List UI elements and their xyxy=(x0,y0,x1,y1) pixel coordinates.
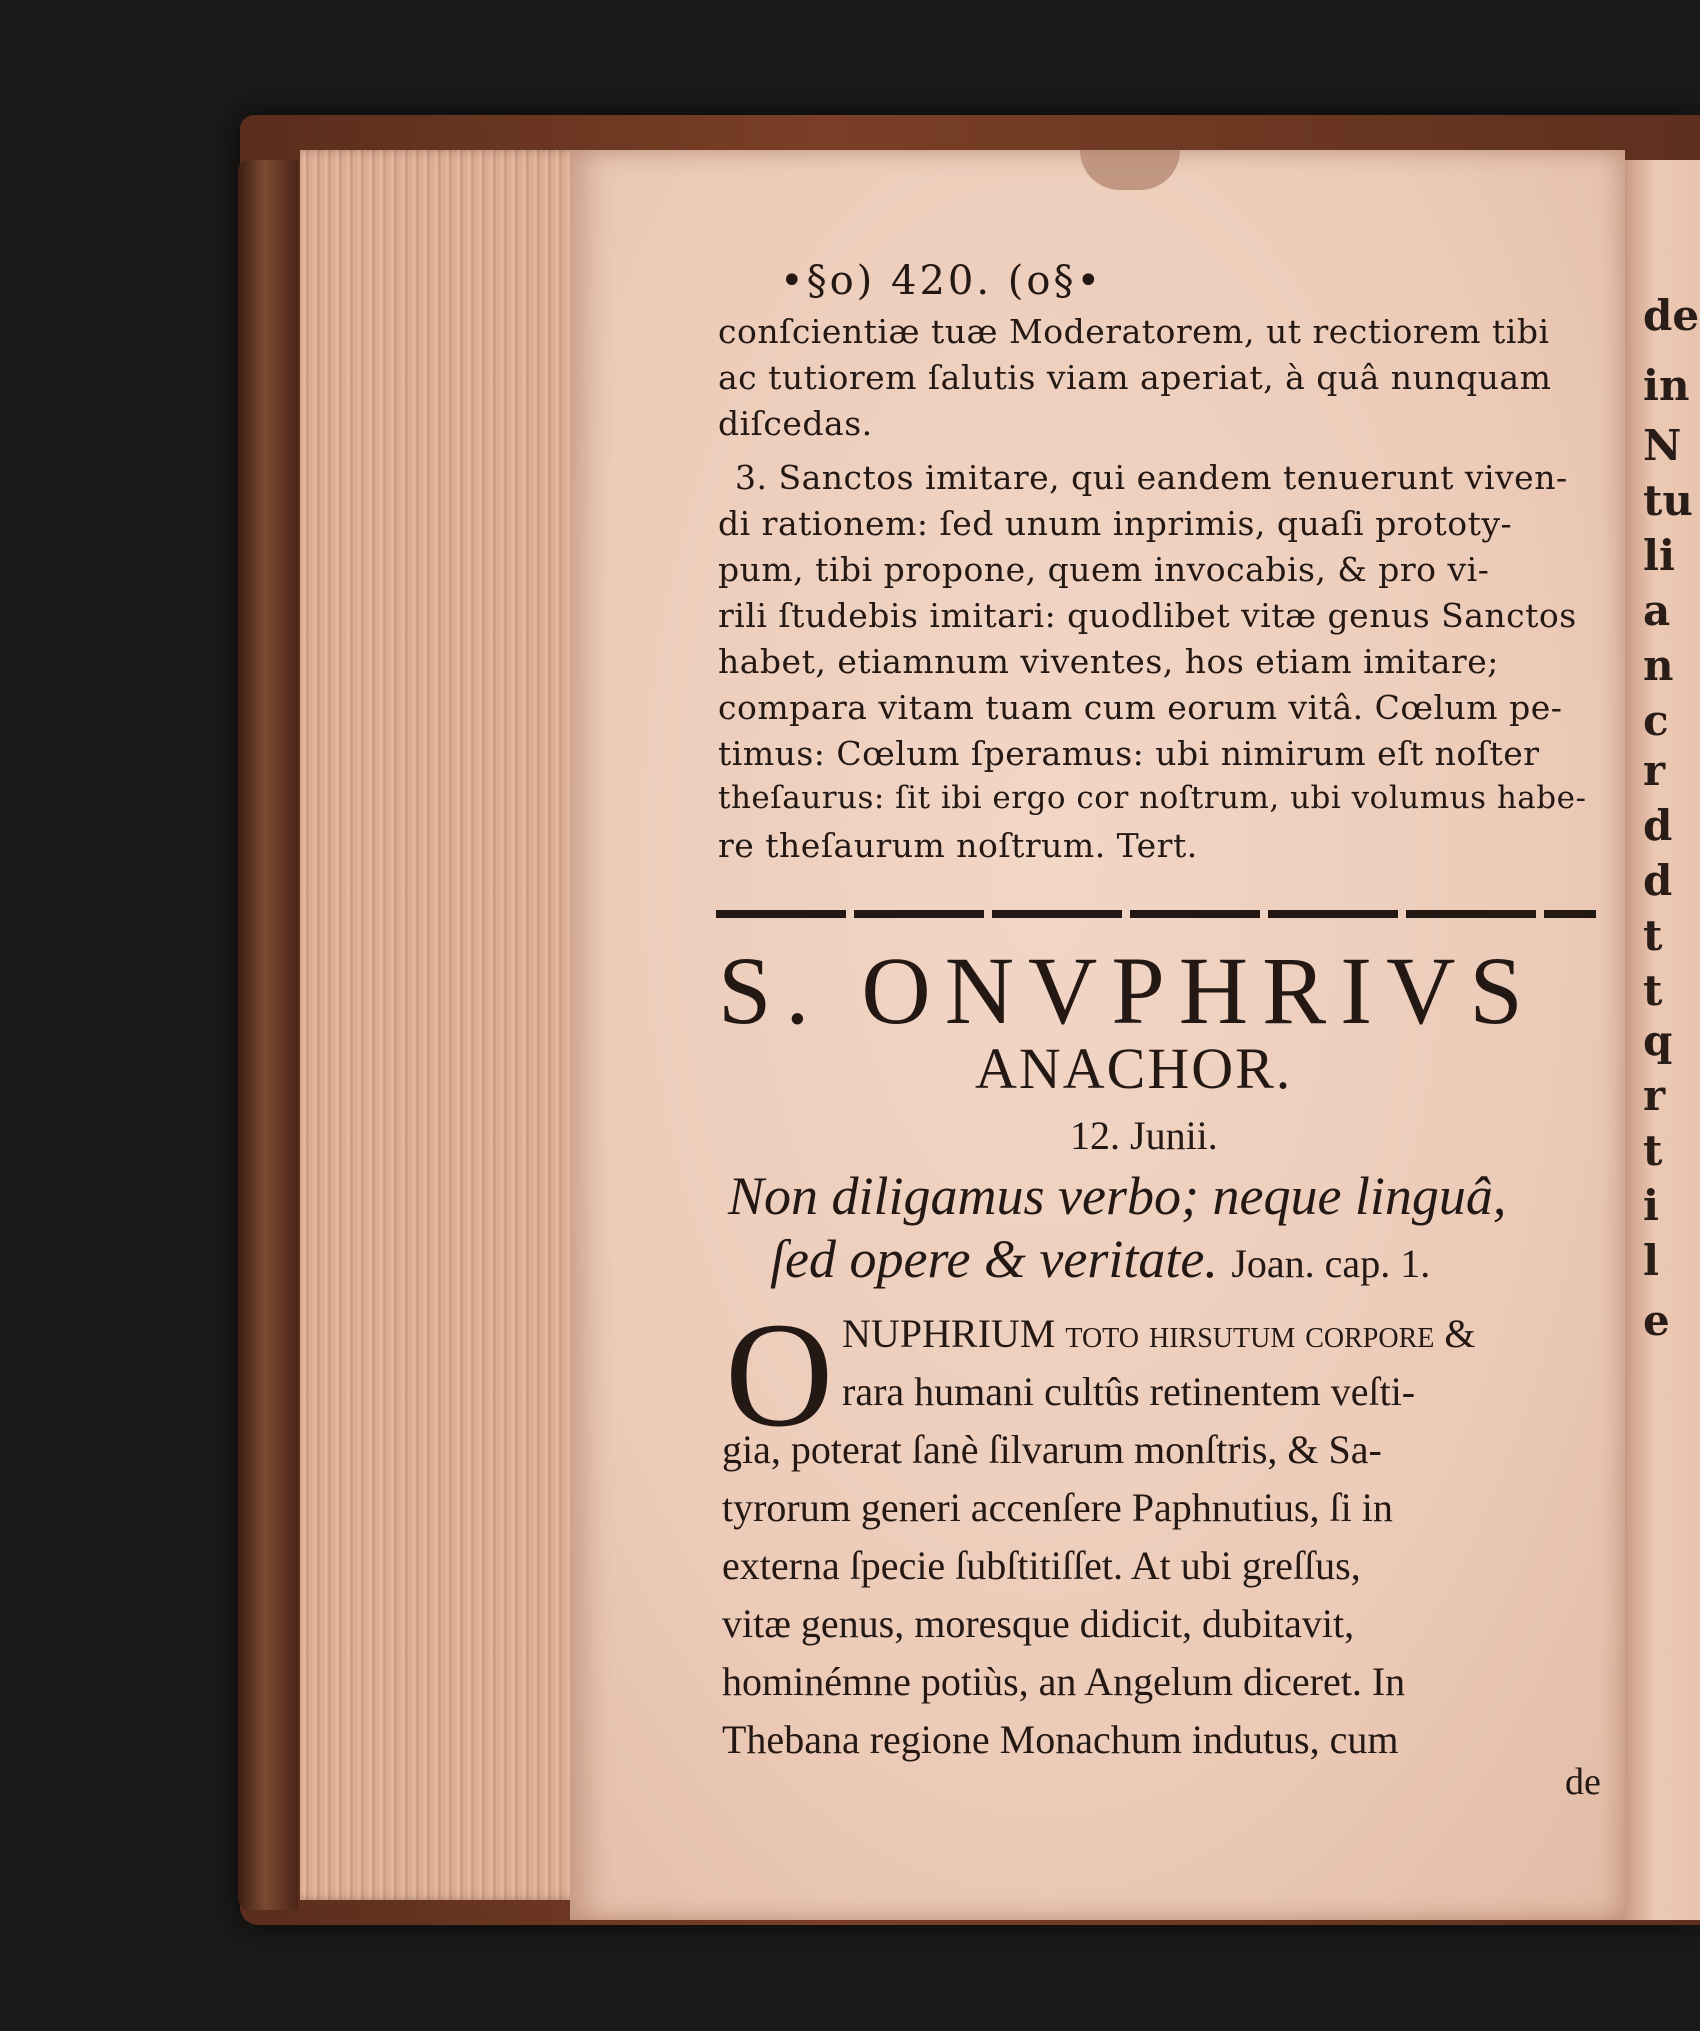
right-facing-page xyxy=(1625,160,1700,1920)
right-page-fragment: in xyxy=(1643,361,1690,410)
feast-date: 12. Junii. xyxy=(1070,1113,1218,1158)
text-line: conſcientiæ tuæ Moderatorem, ut rectiorem tibi xyxy=(718,312,1550,351)
right-page-fragment: t xyxy=(1643,911,1663,960)
saint-title: S. ONVPHRIVS xyxy=(718,937,1537,1044)
catchword: de xyxy=(1565,1761,1601,1803)
text-line: rili ſtudebis imitari: quodlibet vitæ genus Sanctos xyxy=(718,596,1577,635)
right-page-fragment: q xyxy=(1643,1016,1673,1065)
text-line: 3. Sanctos imitare, qui eandem tenuerunt viven- xyxy=(735,458,1568,497)
text-line: Thebana regione Monachum indutus, cum xyxy=(722,1717,1399,1762)
text-line: hominémne potiùs, an Angelum diceret. In xyxy=(722,1659,1406,1704)
right-page-fragment: c xyxy=(1643,696,1669,745)
right-page-fragment: li xyxy=(1643,531,1675,580)
text-line: compara vitam tuam cum eorum vitâ. Cœlum pe- xyxy=(718,688,1563,727)
text-line: vitæ genus, moresque didicit, dubitavit, xyxy=(722,1601,1355,1646)
right-page-fragment: d xyxy=(1643,801,1673,850)
text-line: di rationem: ſed unum inprimis, quaſi prototy- xyxy=(718,504,1513,543)
epigraph-line: Non diligamus verbo; neque linguâ, xyxy=(728,1166,1507,1226)
right-page-fragment: r xyxy=(1643,746,1666,795)
text-line: rara humani cultûs retinentem veſti- xyxy=(842,1369,1416,1414)
text-line: diſcedas. xyxy=(718,404,873,443)
text-line: ac tutiorem ſalutis viam aperiat, à quâ nunquam xyxy=(718,358,1552,397)
right-page-fragment: n xyxy=(1643,641,1674,690)
right-page-fragment: tu xyxy=(1643,476,1693,525)
epigraph-line xyxy=(770,1228,1430,1290)
saint-subtitle: ANACHOR. xyxy=(975,1036,1293,1101)
text-line: NUPHRIUM toto hirſutum corpore & xyxy=(842,1311,1476,1356)
right-page-fragment: l xyxy=(1643,1236,1659,1285)
right-page-fragment: t xyxy=(1643,966,1663,1015)
text-line: timus: Cœlum ſperamus: ubi nimirum eſt noſter xyxy=(718,734,1540,773)
right-page-fragment: t xyxy=(1643,1126,1663,1175)
text-line: tyrorum generi accenſere Paphnutius, ſi in xyxy=(722,1485,1393,1530)
drop-cap: O xyxy=(725,1292,834,1458)
text-line: gia, poterat ſanè ſilvarum monſtris, & Sa- xyxy=(722,1427,1382,1472)
text-line: pum, tibi propone, quem invocabis, & pro vi- xyxy=(718,550,1490,589)
right-page-fragment: de xyxy=(1643,291,1700,340)
right-page-fragment: e xyxy=(1643,1296,1670,1345)
epigraph-reference: Joan. cap. 1. xyxy=(1231,1241,1431,1286)
text-line: theſaurus: ſit ibi ergo cor noſtrum, ubi volumus habe- xyxy=(718,780,1587,816)
section-divider xyxy=(716,910,1596,918)
right-page-fragment: a xyxy=(1643,586,1671,635)
text-line: re theſaurum noſtrum. Tert. xyxy=(718,826,1198,865)
page-edges xyxy=(300,150,590,1900)
right-page-fragment: r xyxy=(1643,1071,1666,1120)
book-spine xyxy=(238,160,298,1910)
text-line: habet, etiamnum viventes, hos etiam imitare; xyxy=(718,642,1499,681)
right-page-fragment: d xyxy=(1643,856,1673,905)
page-header: •§o) 420. (o§• xyxy=(780,258,1104,304)
text-line: externa ſpecie ſubſtitiſſet. At ubi greſſus, xyxy=(722,1543,1361,1588)
right-page-fragment: N xyxy=(1643,421,1682,470)
right-page-fragment: i xyxy=(1643,1181,1659,1230)
epigraph-text: ſed opere & veritate. xyxy=(770,1229,1218,1289)
